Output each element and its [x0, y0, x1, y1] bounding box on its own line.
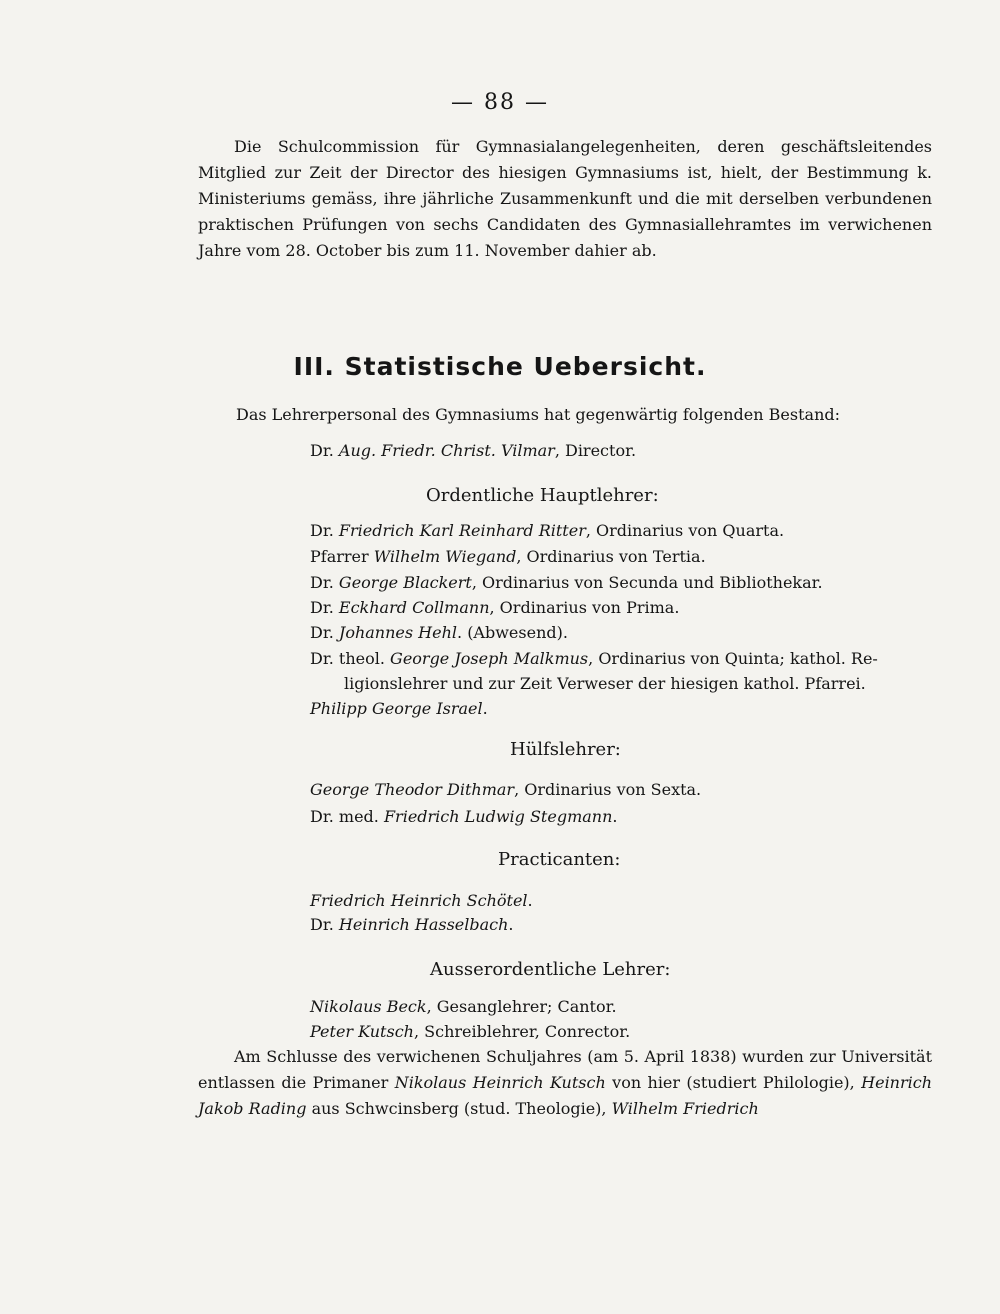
teacher-line: Dr. theol. George Joseph Malkmus, Ordinarius von Quinta; kathol. Re- — [310, 649, 878, 668]
director-line: Dr. Aug. Friedr. Christ. Vilmar, Director. — [310, 441, 637, 460]
teacher-line-continuation: ligionslehrer und zur Zeit Verweser der hiesigen kathol. Pfarrei. — [344, 674, 866, 693]
section-title: III. Statistische Uebersicht. — [293, 352, 707, 381]
practicanten-heading: Practicanten: — [498, 849, 621, 870]
teacher-line: Dr. med. Friedrich Ludwig Stegmann. — [310, 807, 618, 826]
director-name: Aug. Friedr. Christ. Vilmar — [338, 441, 555, 460]
intro-paragraph-block — [198, 134, 932, 264]
staff-intro: Das Lehrerpersonal des Gymnasiums hat gegenwärtig folgenden Bestand: — [236, 405, 840, 424]
huelfslehrer-heading: Hülfslehrer: — [510, 739, 621, 760]
teacher-line: Dr. Friedrich Karl Reinhard Ritter, Ordinarius von Quarta. — [310, 521, 785, 540]
intro-text: Die Schulcommission für Gymnasialangelegenheiten, deren geschäftsleitendes Mitglied zur Zeit der Director des hiesigen Gymnasiums ist, hielt, der Bestimmung k. Ministeriums gemäss, ihre jährliche Zusammenkunft und die mit derselben verbundenen praktischen Prüfungen von sechs Candidaten des Gymnasiallehramtes im verwichenen Jahre vom 28. October bis zum 11. November dahier ab. — [198, 137, 932, 260]
page-number: — 88 — — [451, 90, 549, 115]
teacher-line: Dr. George Blackert, Ordinarius von Secunda und Bibliothekar. — [310, 573, 823, 592]
teacher-line: Dr. Heinrich Hasselbach. — [310, 915, 514, 934]
teacher-line: Dr. Eckhard Collmann, Ordinarius von Prima. — [310, 598, 680, 617]
teacher-line: George Theodor Dithmar, Ordinarius von Sexta. — [310, 780, 702, 799]
teacher-line: Peter Kutsch, Schreiblehrer, Conrector. — [310, 1022, 631, 1041]
teacher-line: Pfarrer Wilhelm Wiegand, Ordinarius von Tertia. — [310, 547, 706, 566]
closing-paragraph-block — [198, 1044, 932, 1122]
teacher-line: Dr. Johannes Hehl. (Abwesend). — [310, 623, 568, 642]
closing-paragraph: Am Schlusse des verwichenen Schuljahres (am 5. April 1838) wurden zur Universität entlassen die Primaner Nikolaus Heinrich Kutsch von hier (studiert Philologie), Heinrich Jakob Rading aus Schwcinsberg (stud. Theologie), Wilhelm Friedrich — [198, 1047, 933, 1118]
teacher-line: Nikolaus Beck, Gesanglehrer; Cantor. — [310, 997, 617, 1016]
ausserordentliche-heading: Ausserordentliche Lehrer: — [430, 959, 671, 980]
intro-paragraph — [198, 134, 932, 264]
teacher-line: Philipp George Israel. — [310, 699, 488, 718]
teacher-line: Friedrich Heinrich Schötel. — [310, 891, 533, 910]
ordentliche-heading: Ordentliche Hauptlehrer: — [426, 485, 659, 506]
